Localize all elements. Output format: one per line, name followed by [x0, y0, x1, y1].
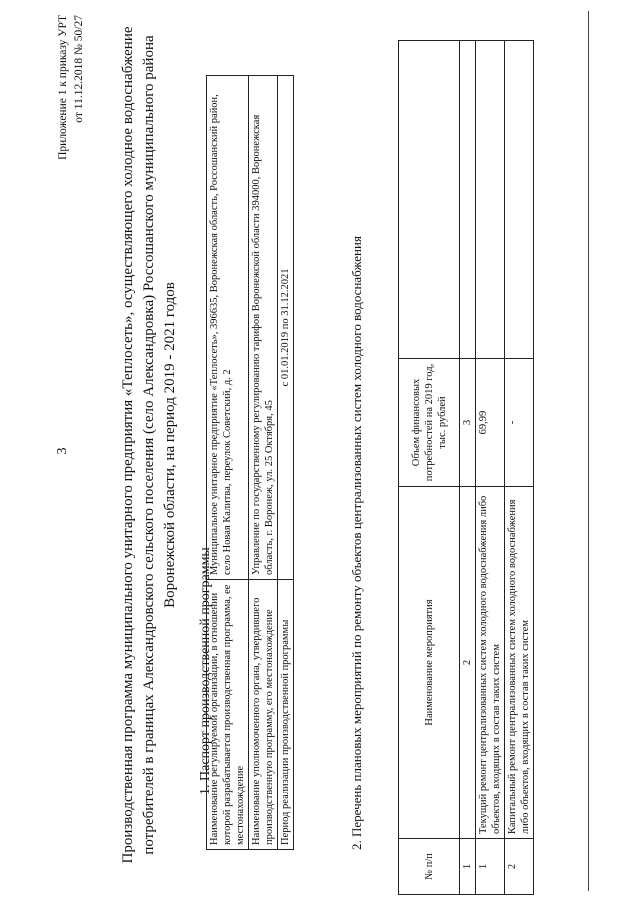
- passport-value: Управление по государственному регулированию тарифов Воронежской области 394000, Воронежская область, г. Воронеж, ул. 25 Октября, 45: [249, 76, 278, 580]
- table-row: [278, 76, 294, 850]
- column-header-volume: Объем финансовых потребностей на 2019 год, тыс. рублей: [399, 359, 460, 487]
- passport-label: Период реализации производственной программы: [278, 580, 294, 850]
- passport-label: Наименование уполномоченного органа, утвердившего производственную программу, его местонахождение: [249, 580, 278, 850]
- column-number: 2: [460, 487, 476, 839]
- passport-value: Муниципальное унитарное предприятие «Теплосеть», 396635, Воронежская область, Россошанский район, село Новая Калитва, переулок Советский, д. 2: [207, 76, 249, 580]
- document-title: Производственная программа муниципального унитарного предприятия «Теплосеть», осуществляющего холодное водоснабжение потребителей в границах Александровского сельского поселения (село Александровка) Россошанского муниципального района Воронежской области, на период 2019 - 2021 годов: [120, 26, 178, 864]
- horizontal-rule: [588, 11, 589, 891]
- measure-volume: 69,99: [476, 359, 505, 487]
- passport-value: с 01.01.2019 по 31.12.2021: [278, 76, 294, 580]
- page-number: 3: [55, 447, 70, 455]
- measure-name: Текущий ремонт централизованных систем холодного водоснабжения либо объектов, входящих в состав таких систем: [476, 487, 505, 839]
- blank-cell: [399, 41, 460, 359]
- column-number-row: [460, 41, 476, 895]
- section-2-heading: 2. Перечень плановых мероприятий по ремонту объектов централизованных систем холодного водоснабжения: [349, 236, 364, 850]
- blank-cell: [505, 41, 534, 359]
- passport-table: [206, 75, 294, 850]
- blank-cell: [460, 41, 476, 359]
- section-1-heading: 1. Паспорт производственной программы: [198, 547, 213, 795]
- table-row: [505, 41, 534, 895]
- column-number: 1: [460, 839, 476, 895]
- blank-cell: [476, 41, 505, 359]
- appendix-note: [55, 15, 87, 205]
- column-number: 3: [460, 359, 476, 487]
- measure-name: Капитальный ремонт централизованных систем холодного водоснабжения либо объектов, входящих в состав таких систем: [505, 487, 534, 839]
- table-header-row: [399, 41, 460, 895]
- passport-label: Наименование регулируемой организации, в отношении которой разрабатывается производственная программа, ее местонахождение: [207, 580, 249, 850]
- row-number: 2: [505, 839, 534, 895]
- column-header-name: Наименование мероприятия: [399, 487, 460, 839]
- measure-volume: -: [505, 359, 534, 487]
- table-row: [249, 76, 278, 850]
- repair-measures-table: [398, 40, 534, 895]
- appendix-line-2: от 11.12.2018 № 50/27: [73, 15, 85, 123]
- table-row: [476, 41, 505, 895]
- table-row: [207, 76, 249, 850]
- row-number: 1: [476, 839, 505, 895]
- appendix-line-1: Приложение 1 к приказу УРТ: [57, 15, 69, 160]
- column-header-number: № п/п: [399, 839, 460, 895]
